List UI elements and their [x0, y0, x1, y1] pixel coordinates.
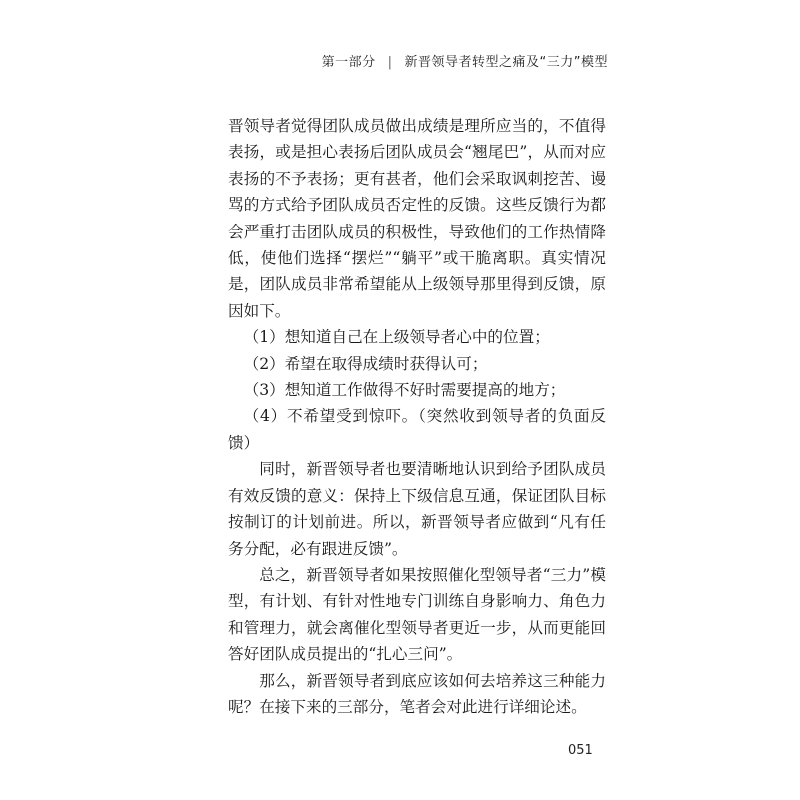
paragraph: 那么，新晋领导者到底应该如何去培养这三种能力呢？在接下来的三部分，笔者会对此进行详细论述。 — [228, 671, 606, 716]
list-item: （4）不希望受到惊吓。（突然收到领导者的负面反馈） — [228, 407, 606, 452]
paragraph: 同时，新晋领导者也要清晰地认识到给予团队成员有效反馈的意义：保持上下级信息互通，保证团队目标按制订的计划前进。所以，新晋领导者应做到“凡有任务分配，必有跟进反馈”。 — [228, 460, 606, 558]
running-header — [322, 51, 608, 70]
chapter-title: 新晋领导者转型之痛及“三力”模型 — [404, 55, 608, 70]
list-item: （1）想知道自己在上级领导者心中的位置； — [243, 328, 550, 347]
body-text — [228, 113, 606, 720]
paragraph-continuation: 晋领导者觉得团队成员做出成绩是理所应当的，不值得表扬，或是担心表扬后团队成员会“翘尾巴”，从而对应表扬的不予表扬；更有甚者，他们会采取讽刺挖苦、谩骂的方式给予团队成员否定性的反馈。这些反馈行为都会严重打击团队成员的积极性，导致他们的工作热情降低，使他们选择“摆烂”“躺平”或干脆离职。真实情况是，团队成员非常希望能从上级领导那里得到反馈，原因如下。 — [228, 117, 606, 320]
list-item: （3）想知道工作做得不好时需要提高的地方； — [243, 381, 566, 400]
paragraph: 总之，新晋领导者如果按照催化型领导者“三力”模型，有计划、有针对性地专门训练自身影响力、角色力和管理力，就会离催化型领导者更近一步，从而更能回答好团队成员提出的“扎心三问”。 — [228, 565, 606, 664]
page-number: 051 — [568, 743, 593, 758]
part-title: 第一部分 — [321, 55, 376, 70]
list-item: （2）希望在取得成绩时获得认可； — [243, 354, 488, 373]
header-separator: | — [387, 55, 393, 70]
